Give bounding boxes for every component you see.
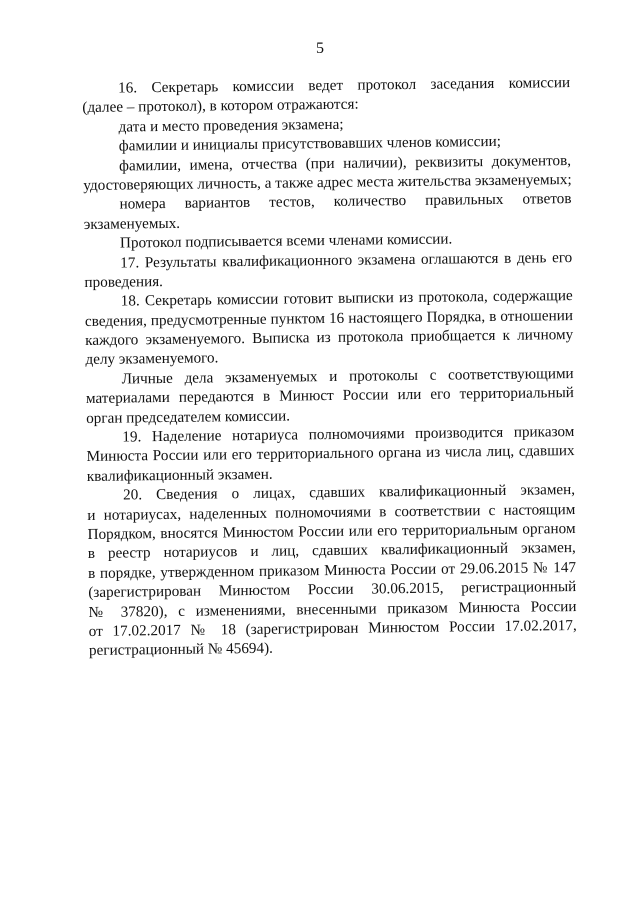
text-line: фамилии и инициалы присутствовавших членов комиссии; [118, 133, 502, 155]
text-line: 18. Секретарь комиссии готовит выписки из протокола, содержащие [120, 287, 573, 310]
text-line: 17. Результаты квалификационного экзамена оглашаются в день его [120, 248, 573, 272]
text-line: орган председателем комиссии. [86, 407, 291, 427]
text-line: номера вариантов тестов, количество правильных ответов [119, 190, 572, 213]
text-line: проведения. [84, 272, 164, 291]
text-line: делу экзаменуемого. [85, 349, 219, 369]
text-line: регистрационный № 45694). [88, 640, 274, 660]
text-line: № 37820), с изменениями, внесенными приказом Минюста России [88, 597, 577, 621]
text-line: в порядке, утвержденном приказом Минюста России от 29.06.2015 № 147 [87, 558, 577, 582]
text-line: от 17.02.2017 № 18 (зарегистрирован Минюстом России 17.02.2017, [88, 616, 577, 640]
text-line: (далее – протокол), в котором отражаются: [82, 96, 359, 117]
page-number: 5 [316, 40, 324, 57]
text-line: 19. Наделение нотариуса полномочиями производится приказом [122, 423, 575, 446]
text-line: экзаменуемых. [83, 214, 181, 233]
text-line: Личные дела экзаменуемых и протоколы с соответствующими [121, 364, 574, 388]
text-line: квалификационный экзамен. [86, 465, 273, 485]
text-line: (зарегистрирован Минюстом России 30.06.2015, регистрационный [88, 578, 577, 602]
text-line: Протокол подписывается всеми членами комиссии. [119, 230, 453, 252]
text-line: фамилии, имена, отчества (при наличии), реквизиты документов, [118, 151, 572, 175]
text-line: Минюста России или его территориального органа из числа лиц, сдавших [86, 442, 575, 466]
text-line: в реестр нотариусов и лиц, сдавших квалификационный экзамен, [87, 539, 576, 563]
text-line: дата и место проведения экзамена; [118, 115, 344, 136]
text-line: и нотариусах, наделенных полномочиями в соответствии с настоящим [87, 500, 576, 524]
text-line: 20. Сведения о лицах, сдавших квалификационный экзамен, [122, 481, 576, 504]
text-line: Порядком, вносятся Минюстом России или его территориальным органом [87, 519, 576, 543]
text-line: удостоверяющих личность, а также адрес места жительства экзаменуемых; [83, 170, 572, 194]
text-line: каждого экзаменуемого. Выписка из протокола приобщается к личному [85, 326, 574, 350]
document-body [82, 73, 577, 661]
text-line: материалами передаются в Минюст России или его территориальный [85, 384, 574, 408]
text-line: 16. Секретарь комиссии ведет протокол заседания комиссии [118, 74, 571, 97]
text-line: сведения, предусмотренные пунктом 16 настоящего Порядка, в отношении [84, 306, 574, 330]
